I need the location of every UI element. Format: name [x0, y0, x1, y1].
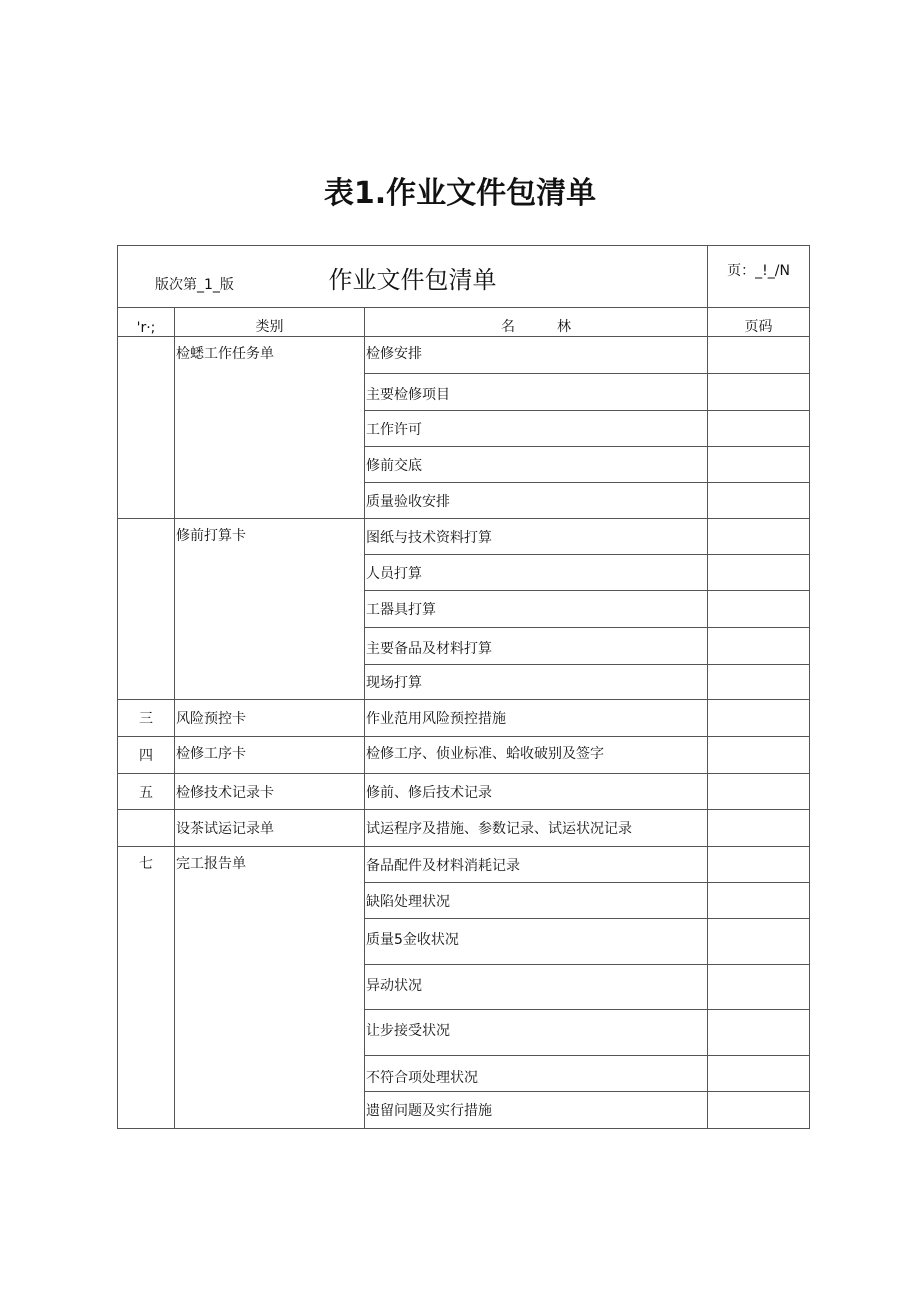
- item-page-cell: [708, 919, 810, 965]
- item-name: 工作许可: [365, 411, 708, 447]
- group-number: [118, 337, 175, 519]
- item-page-cell: [708, 700, 810, 737]
- group-category: 完工报告单: [175, 847, 365, 1129]
- item-page-cell: [708, 411, 810, 447]
- item-page-cell: [708, 374, 810, 411]
- item-page-cell: [708, 1010, 810, 1056]
- edition-label: 版次第_1_版: [155, 277, 234, 293]
- item-page-cell: [708, 591, 810, 628]
- item-name: 修前、修后技术记录: [365, 774, 708, 810]
- form-title: 作业文件包清单: [328, 266, 497, 294]
- item-name: 现场打算: [365, 665, 708, 700]
- group-category: 检修技术记录卡: [175, 774, 365, 810]
- item-name: 检修安排: [365, 337, 708, 374]
- item-name: 图纸与技术资料打算: [365, 519, 708, 555]
- group-number: 七: [118, 847, 175, 1129]
- page-indicator: 页：_!_/N: [708, 246, 810, 308]
- group-number: [118, 810, 175, 847]
- group-number: 三: [118, 700, 175, 737]
- item-name: 遗留问题及实行措施: [365, 1092, 708, 1129]
- item-name: 主要检修项目: [365, 374, 708, 411]
- table-row: [118, 774, 810, 810]
- item-name: 不符合项处理状况: [365, 1056, 708, 1092]
- item-name: 异动状况: [365, 965, 708, 1010]
- column-header-name: 名 林: [365, 308, 708, 337]
- item-name: 备品配件及材料消耗记录: [365, 847, 708, 883]
- item-name: 工器具打算: [365, 591, 708, 628]
- item-page-cell: [708, 483, 810, 519]
- item-name: 质量验收安排: [365, 483, 708, 519]
- column-header-category: 类别: [175, 308, 365, 337]
- group-category: 设茶试运记录单: [175, 810, 365, 847]
- column-header-page: 页码: [708, 308, 810, 337]
- group-number: 四: [118, 737, 175, 774]
- group-number: [118, 519, 175, 700]
- item-page-cell: [708, 447, 810, 483]
- item-page-cell: [708, 665, 810, 700]
- table-row: [118, 519, 810, 555]
- group-category: 修前打算卡: [175, 519, 365, 700]
- item-name: 修前交底: [365, 447, 708, 483]
- item-page-cell: [708, 847, 810, 883]
- group-number: 五: [118, 774, 175, 810]
- item-name: 人员打算: [365, 555, 708, 591]
- header-cell: [118, 246, 708, 308]
- item-name: 质量5金收状况: [365, 919, 708, 965]
- item-page-cell: [708, 737, 810, 774]
- item-name: 让步接受状况: [365, 1010, 708, 1056]
- item-page-cell: [708, 774, 810, 810]
- item-page-cell: [708, 555, 810, 591]
- item-page-cell: [708, 965, 810, 1010]
- column-header-row: [118, 308, 810, 337]
- item-name: 检修工序、侦业标准、蛤收破别及签字: [365, 737, 708, 774]
- table-row: [118, 700, 810, 737]
- item-name: 主要备品及材料打算: [365, 628, 708, 665]
- item-page-cell: [708, 628, 810, 665]
- group-category: 检修工序卡: [175, 737, 365, 774]
- item-page-cell: [708, 1092, 810, 1129]
- item-page-cell: [708, 810, 810, 847]
- table-row: [118, 737, 810, 774]
- item-page-cell: [708, 883, 810, 919]
- table-row: [118, 847, 810, 883]
- item-name: 试运程序及措施、参数记录、试运状况记录: [365, 810, 708, 847]
- item-page-cell: [708, 1056, 810, 1092]
- group-category: 检蟋工作任务单: [175, 337, 365, 519]
- item-page-cell: [708, 337, 810, 374]
- table-row: [118, 810, 810, 847]
- page-title: 表1.作业文件包清单: [323, 176, 597, 211]
- item-name: 缺陷处理状况: [365, 883, 708, 919]
- column-header-number: 'r·;: [118, 308, 175, 337]
- item-name: 作业范用风险预控措施: [365, 700, 708, 737]
- table-header-row: [118, 246, 810, 308]
- item-page-cell: [708, 519, 810, 555]
- document-checklist-table: [117, 245, 810, 1129]
- table-row: [118, 337, 810, 374]
- group-category: 风险预控卡: [175, 700, 365, 737]
